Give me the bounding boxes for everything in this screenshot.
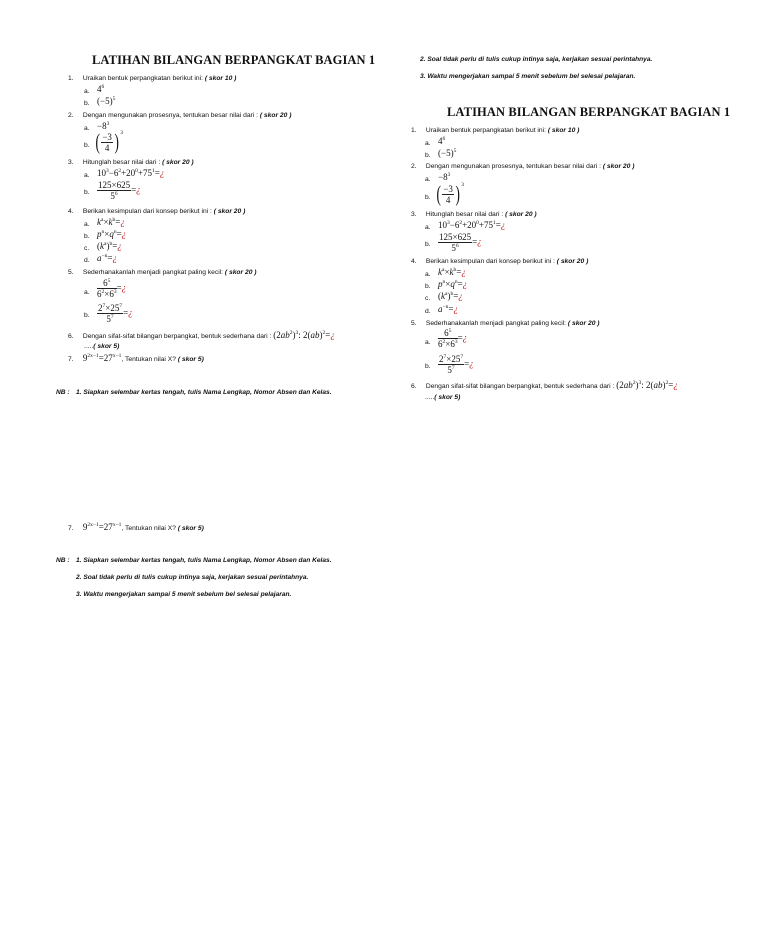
- right-q4b-expr: $p^n\times q^n=¿$: [438, 279, 468, 289]
- bottom-nb1: 1. Siapkan selembar kertas tengah, tulis Nama Lengkap, Nomor Absen dan Kelas.: [76, 557, 332, 564]
- right-q4b-label: b.: [425, 283, 431, 290]
- left-q4b-label: b.: [84, 233, 90, 240]
- right-q1a-label: a.: [425, 140, 431, 147]
- left-q3a-expr: $10^3-6^2+20^0+75^1=¿$: [97, 168, 165, 178]
- right-q2b-label: b.: [425, 194, 431, 201]
- left-q1b-label: b.: [84, 100, 90, 107]
- left-q2a-expr: $-8^3$: [97, 121, 110, 131]
- right-q1b-expr: $(-5)^5$: [438, 148, 457, 158]
- right-q4a-label: a.: [425, 271, 431, 278]
- left-q2: 2. Dengan mengunakan prosesnya, tentukan besar nilai dari : ( skor 20 ): [68, 112, 292, 119]
- right-q1: 1. Uraikan bentuk perpangkatan berikut ini: ( skor 10 ): [411, 127, 580, 134]
- left-q3a-label: a.: [84, 172, 90, 179]
- left-q3b-expr: $\frac{125\times 625}{5^6}$ =¿: [98, 180, 141, 201]
- left-q5a-label: a.: [84, 289, 90, 296]
- right-q6-score: .....( skor 5): [425, 394, 461, 401]
- right-q6: 6. Dengan sifat-sifat bilangan berpangkat, bentuk sederhana dari : $(2ab^2)^3$: 2(ab)$^2$=¿: [411, 380, 678, 390]
- left-q5: 5. Sederhanakanlah menjadi pangkat paling kecil: ( skor 20 ): [68, 269, 257, 276]
- right-q3b-expr: $\frac{125\times 625}{5^6}$ =¿: [439, 232, 482, 253]
- bottom-nb2: 2. Soal tidak perlu di tulis cukup intinya saja, kerjakan sesuai perintahnya.: [76, 574, 309, 581]
- bottom-nb3: 3. Waktu mengerjakan sampai 5 menit sebelum bel selesai pelajaran.: [76, 591, 292, 598]
- right-q3a-expr: $10^3-6^2+20^0+75^1=¿$: [438, 220, 506, 230]
- left-q4b-expr: $p^n\times q^n=¿$: [97, 229, 127, 239]
- right-q1a-expr: $4^6$: [438, 136, 446, 146]
- left-q3: 3. Hitunglah besar nilai dari : ( skor 20 ): [68, 159, 194, 166]
- right-q1b-label: b.: [425, 152, 431, 159]
- left-q4d-label: d.: [84, 257, 90, 264]
- right-q2b-expr: ( $\frac{-3}{4}$ )$^3$: [436, 181, 464, 206]
- right-nb3: 3. Waktu mengerjakan sampai 5 menit sebelum bel selesai pelajaran.: [420, 73, 636, 80]
- left-q3b-label: b.: [84, 189, 90, 196]
- left-q4c-label: c.: [84, 245, 90, 252]
- left-q1b-expr: $(-5)^5$: [97, 96, 116, 106]
- left-q7: 7. $9^{2x-1}=27^{x-1}$, Tentukan nilai X? ( skor 5): [68, 353, 204, 363]
- right-q5: 5. Sederhanakanlah menjadi pangkat paling kecil: ( skor 20 ): [411, 320, 600, 327]
- bottom-q7: 7. $9^{2x-1}=27^{x-1}$, Tentukan nilai X? ( skor 5): [68, 522, 204, 532]
- left-q2b-label: b.: [84, 142, 90, 149]
- right-q4: 4. Berikan kesimpulan dari konsep berikut ini : ( skor 20 ): [411, 258, 589, 265]
- left-q4a-expr: $k^a\times k^b=¿$: [97, 217, 125, 227]
- right-q5a-expr: $\frac{6^5}{6^2\times 6^3}$ =¿: [438, 328, 468, 349]
- right-q3: 3. Hitunglah besar nilai dari : ( skor 20 ): [411, 211, 537, 218]
- right-q5b-label: b.: [425, 363, 431, 370]
- left-q4d-expr: $a^{-n}=¿$: [97, 253, 117, 263]
- right-q2: 2. Dengan mengunakan prosesnya, tentukan besar nilai dari : ( skor 20 ): [411, 163, 635, 170]
- right-q2a-label: a.: [425, 176, 431, 183]
- left-q6: 6. Dengan sifat-sifat bilangan berpangkat, bentuk sederhana dari : $(2ab^2)^3$: 2(ab)$^2$=¿: [68, 330, 335, 340]
- left-q4a-label: a.: [84, 221, 90, 228]
- right-q4d-label: d.: [425, 308, 431, 315]
- right-q2a-expr: $-8^3$: [438, 172, 451, 182]
- left-q2a-label: a.: [84, 125, 90, 132]
- left-q2b-expr: ( $\frac{-3}{4}$ )$^3$: [95, 129, 123, 154]
- left-q5a-expr: $\frac{6^5}{6^2\times 6^3}$ =¿: [97, 278, 127, 299]
- left-q6-score: .....( skor 5): [84, 343, 120, 350]
- left-q4: 4. Berikan kesimpulan dari konsep berikut ini : ( skor 20 ): [68, 208, 246, 215]
- right-q4a-expr: $k^a\times k^b=¿$: [438, 267, 466, 277]
- right-q4c-label: c.: [425, 295, 431, 302]
- right-q4d-expr: $a^{-n}=¿$: [438, 304, 458, 314]
- left-q5b-expr: $\frac{2^7\times 25^7}{5^7}$ =¿: [98, 303, 133, 324]
- left-title: LATIHAN BILANGAN BERPANGKAT BAGIAN 1: [92, 53, 376, 67]
- left-q4c-expr: $(k^a)^b=¿$: [97, 241, 122, 251]
- right-title: LATIHAN BILANGAN BERPANGKAT BAGIAN 1: [447, 105, 731, 119]
- right-q3a-label: a.: [425, 224, 431, 231]
- left-nb-label: NB :: [56, 389, 70, 396]
- right-q5a-label: a.: [425, 339, 431, 346]
- right-q4c-expr: $(k^a)^b=¿$: [438, 291, 463, 301]
- left-nb1: 1. Siapkan selembar kertas tengah, tulis Nama Lengkap, Nomor Absen dan Kelas.: [76, 389, 332, 396]
- right-nb2: 2. Soal tidak perlu di tulis cukup intinya saja, kerjakan sesuai perintahnya.: [420, 56, 653, 63]
- left-q1a-expr: $4^6$: [97, 84, 105, 94]
- left-q1a-label: a.: [84, 88, 90, 95]
- left-q5b-label: b.: [84, 312, 90, 319]
- right-q3b-label: b.: [425, 241, 431, 248]
- right-q5b-expr: $\frac{2^7\times 25^7}{5^7}$ =¿: [439, 354, 474, 375]
- left-q1: 1. Uraikan bentuk perpangkatan berikut ini: ( skor 10 ): [68, 75, 237, 82]
- bottom-nb-label: NB :: [56, 557, 70, 564]
